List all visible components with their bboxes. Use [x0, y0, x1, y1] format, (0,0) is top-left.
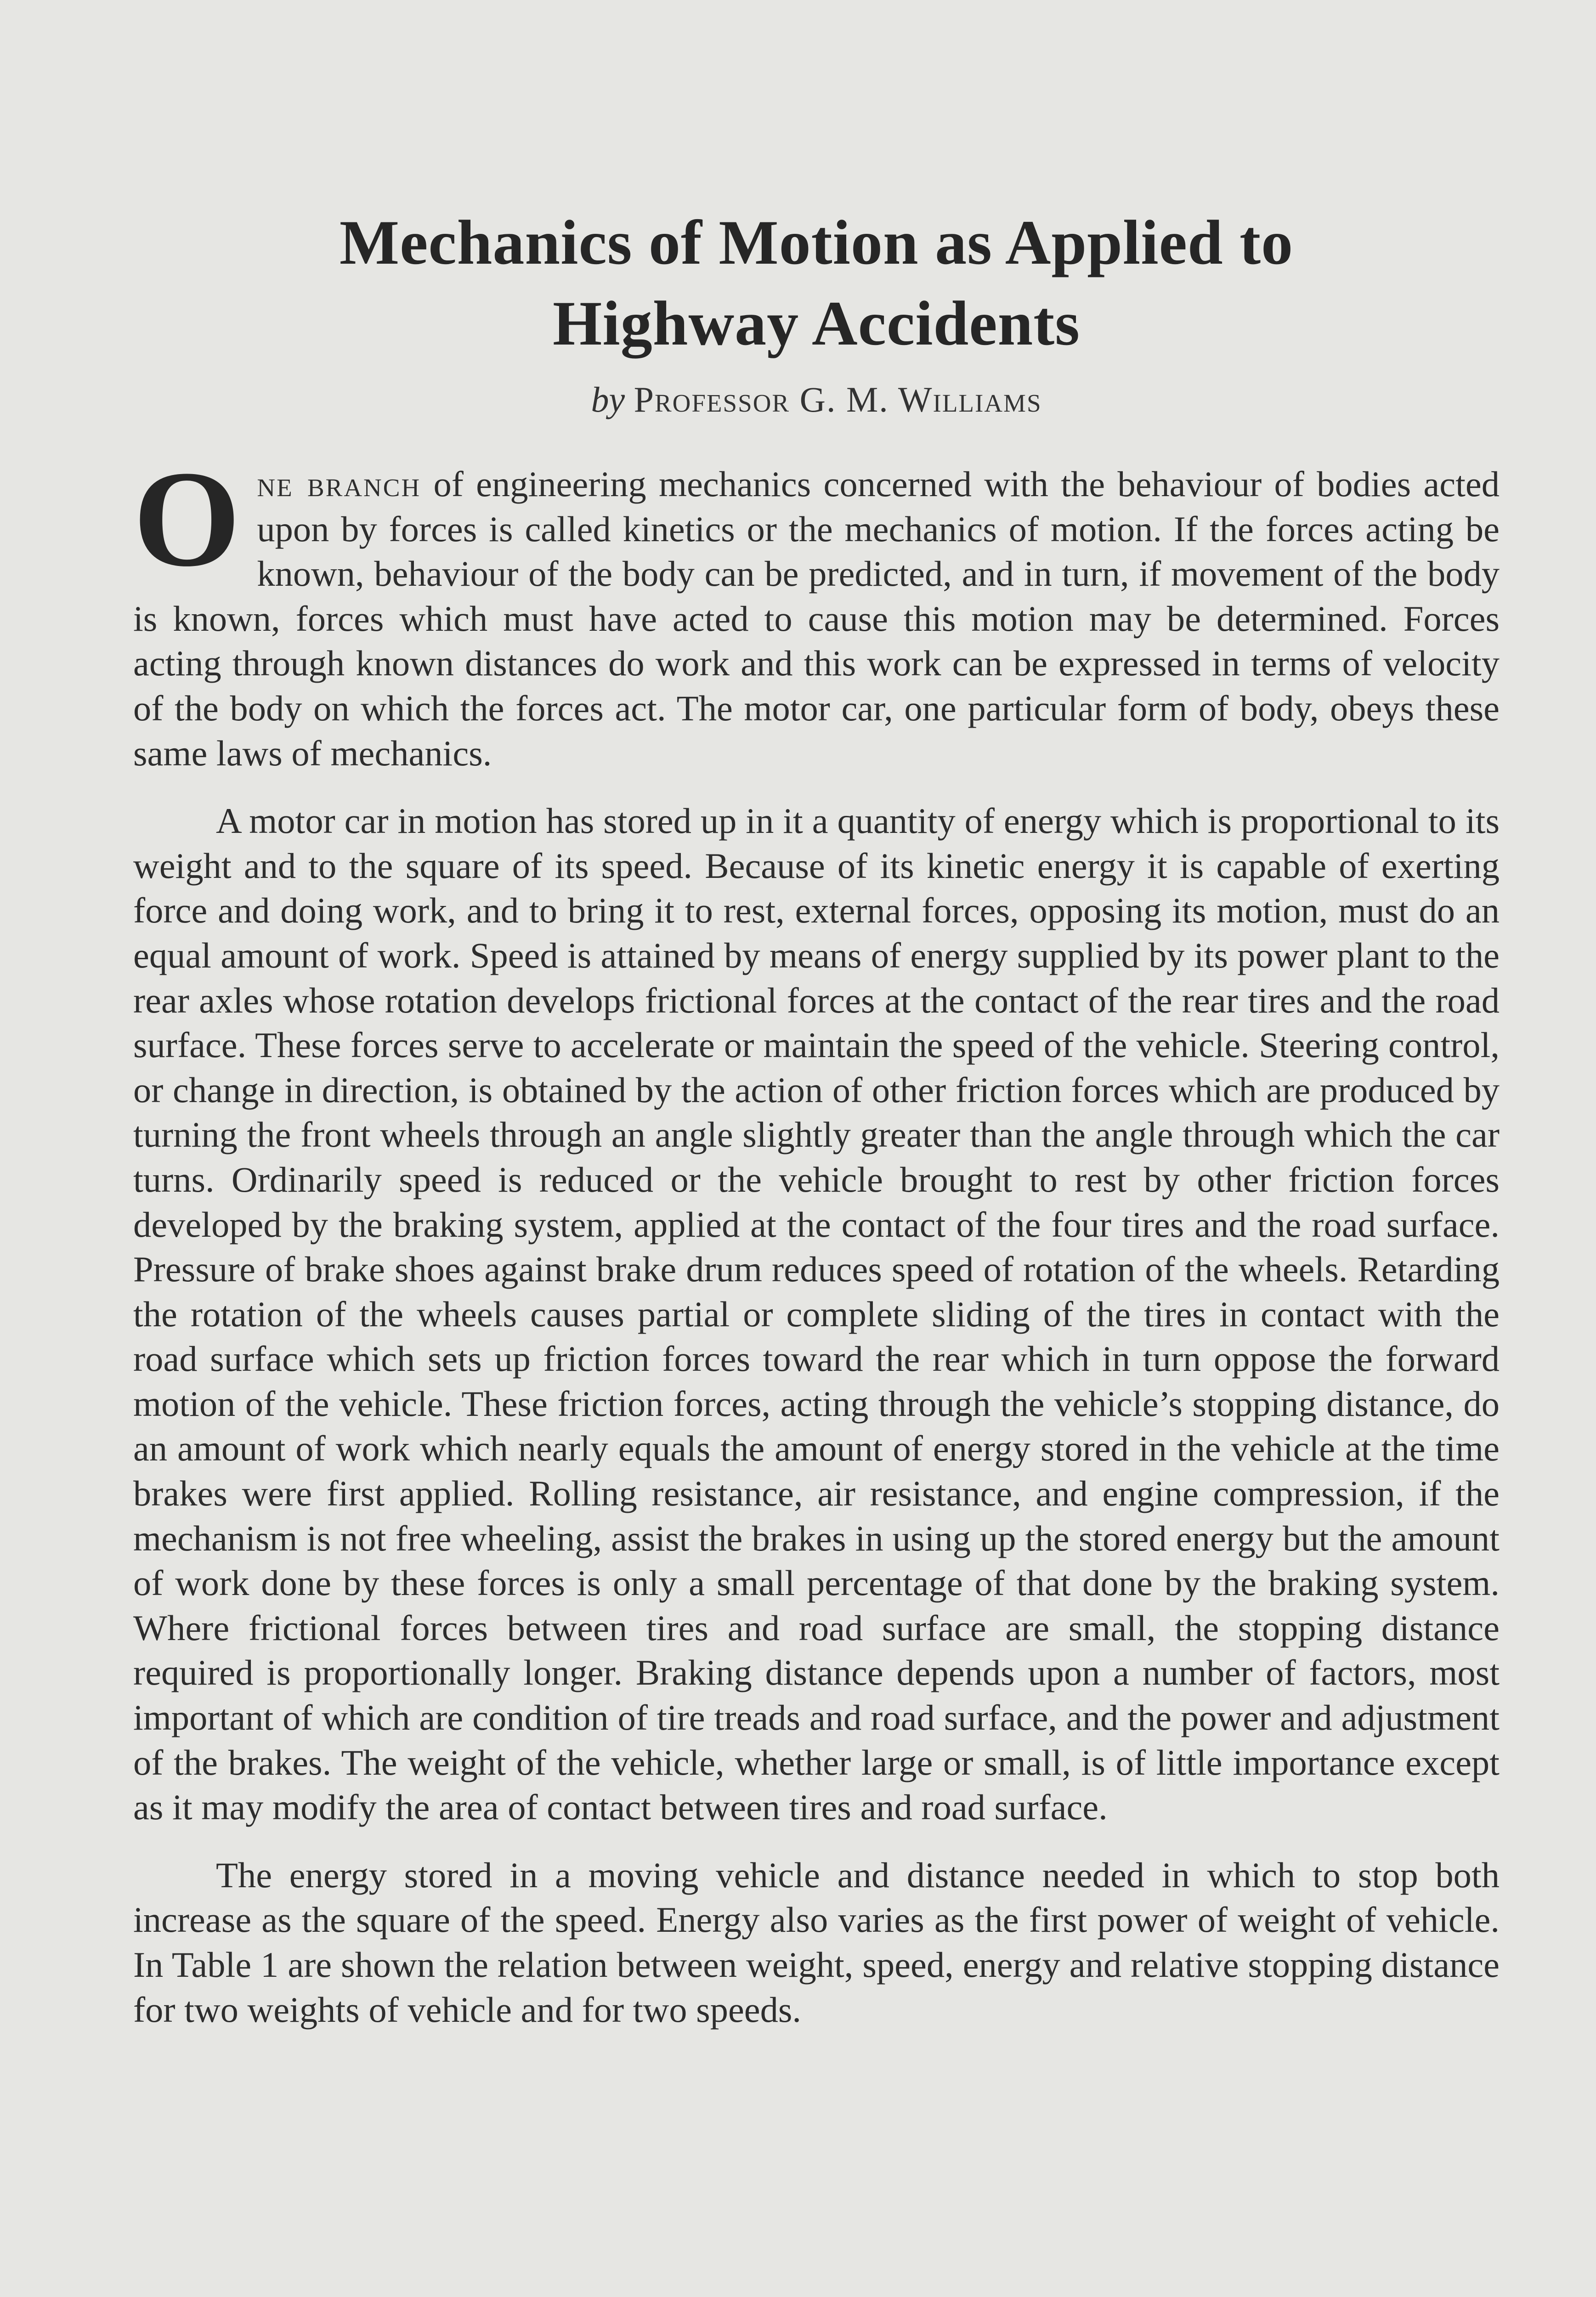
paragraph-2: A motor car in motion has stored up in it a quantity of energy which is proportional to its weight and to the square of its speed. Because of its kinetic energy it is capable of exerting force and doing work, and to bring it to rest, external forces, opposing its motion, must do an equal amount of work. Speed is attained by means of energy supplied by its power plant to the rear axles whose rotation develops frictional forces at the contact of the rear tires and the road surface. These forces serve to accelerate or maintain the speed of the vehicle. Steering control, or change in direction, is obtained by the action of other friction forces which are produced by turning the front wheels through an angle slightly greater than the angle through which the car turns. Ordinarily speed is reduced or the vehicle brought to rest by other friction forces developed by the braking system, applied at the contact of the four tires and the road surface. Pressure of brake shoes against brake drum reduces speed of rotation of the wheels. Retarding the rotation of the wheels causes partial or complete sliding of the tires in contact with the road surface which sets up friction forces toward the rear which in turn oppose the forward motion of the vehicle. These friction forces, acting through the vehicle’s stopping distance, do an amount of work which nearly equals the amount of energy stored in the vehicle at the time brakes were first applied. Rolling resistance, air resistance, and engine compression, if the mechanism is not free wheeling, assist the brakes in using up the stored energy but the amount of work done by these forces is only a small percentage of that done by the braking system. Where frictional forces between tires and road surface are small, the stopping distance required is proportionally longer. Braking distance depends upon a number of factors, most important of which are condition of tire treads and road surface, and the power and adjustment of the brakes. The weight of the vehicle, whether large or small, is of little importance except as it may modify the area of contact between tires and road surface. [133, 801, 1500, 1827]
title-line-2: Highway Accidents [553, 288, 1080, 358]
paragraph-1 [133, 442, 1500, 775]
title-line-1: Mechanics of Motion as Applied to [339, 207, 1294, 277]
paragraph-1-text: of engineering mechanics concerned with the behaviour of bodies acted upon by forces is called kinetics or the mechanics of motion. If the forces acting be known, behaviour of the body can be predicted, and in turn, if movement of the body is known, forces which must have acted to cause this motion may be determined. Forces acting through known distances do work and this work can be expressed in terms of velocity of the body on which the forces act. The motor car, one particular form of body, obeys these same laws of mechanics. [133, 464, 1500, 773]
article-title [133, 202, 1500, 364]
paragraph-1-lead: ne branch [257, 464, 421, 504]
byline-prefix: by [591, 379, 625, 419]
drop-cap: O [133, 442, 241, 595]
author-name: Professor G. M. Williams [634, 379, 1042, 419]
paragraph-3: The energy stored in a moving vehicle and distance needed in which to stop both increase as the square of the speed. Energy also varies as the first power of weight of vehicle. In Table 1 are shown the relation between weight, speed, energy and relative stopping distance for two weights of vehicle and for two speeds. [133, 1855, 1500, 2030]
article-body [133, 442, 1500, 2055]
byline [133, 377, 1500, 423]
